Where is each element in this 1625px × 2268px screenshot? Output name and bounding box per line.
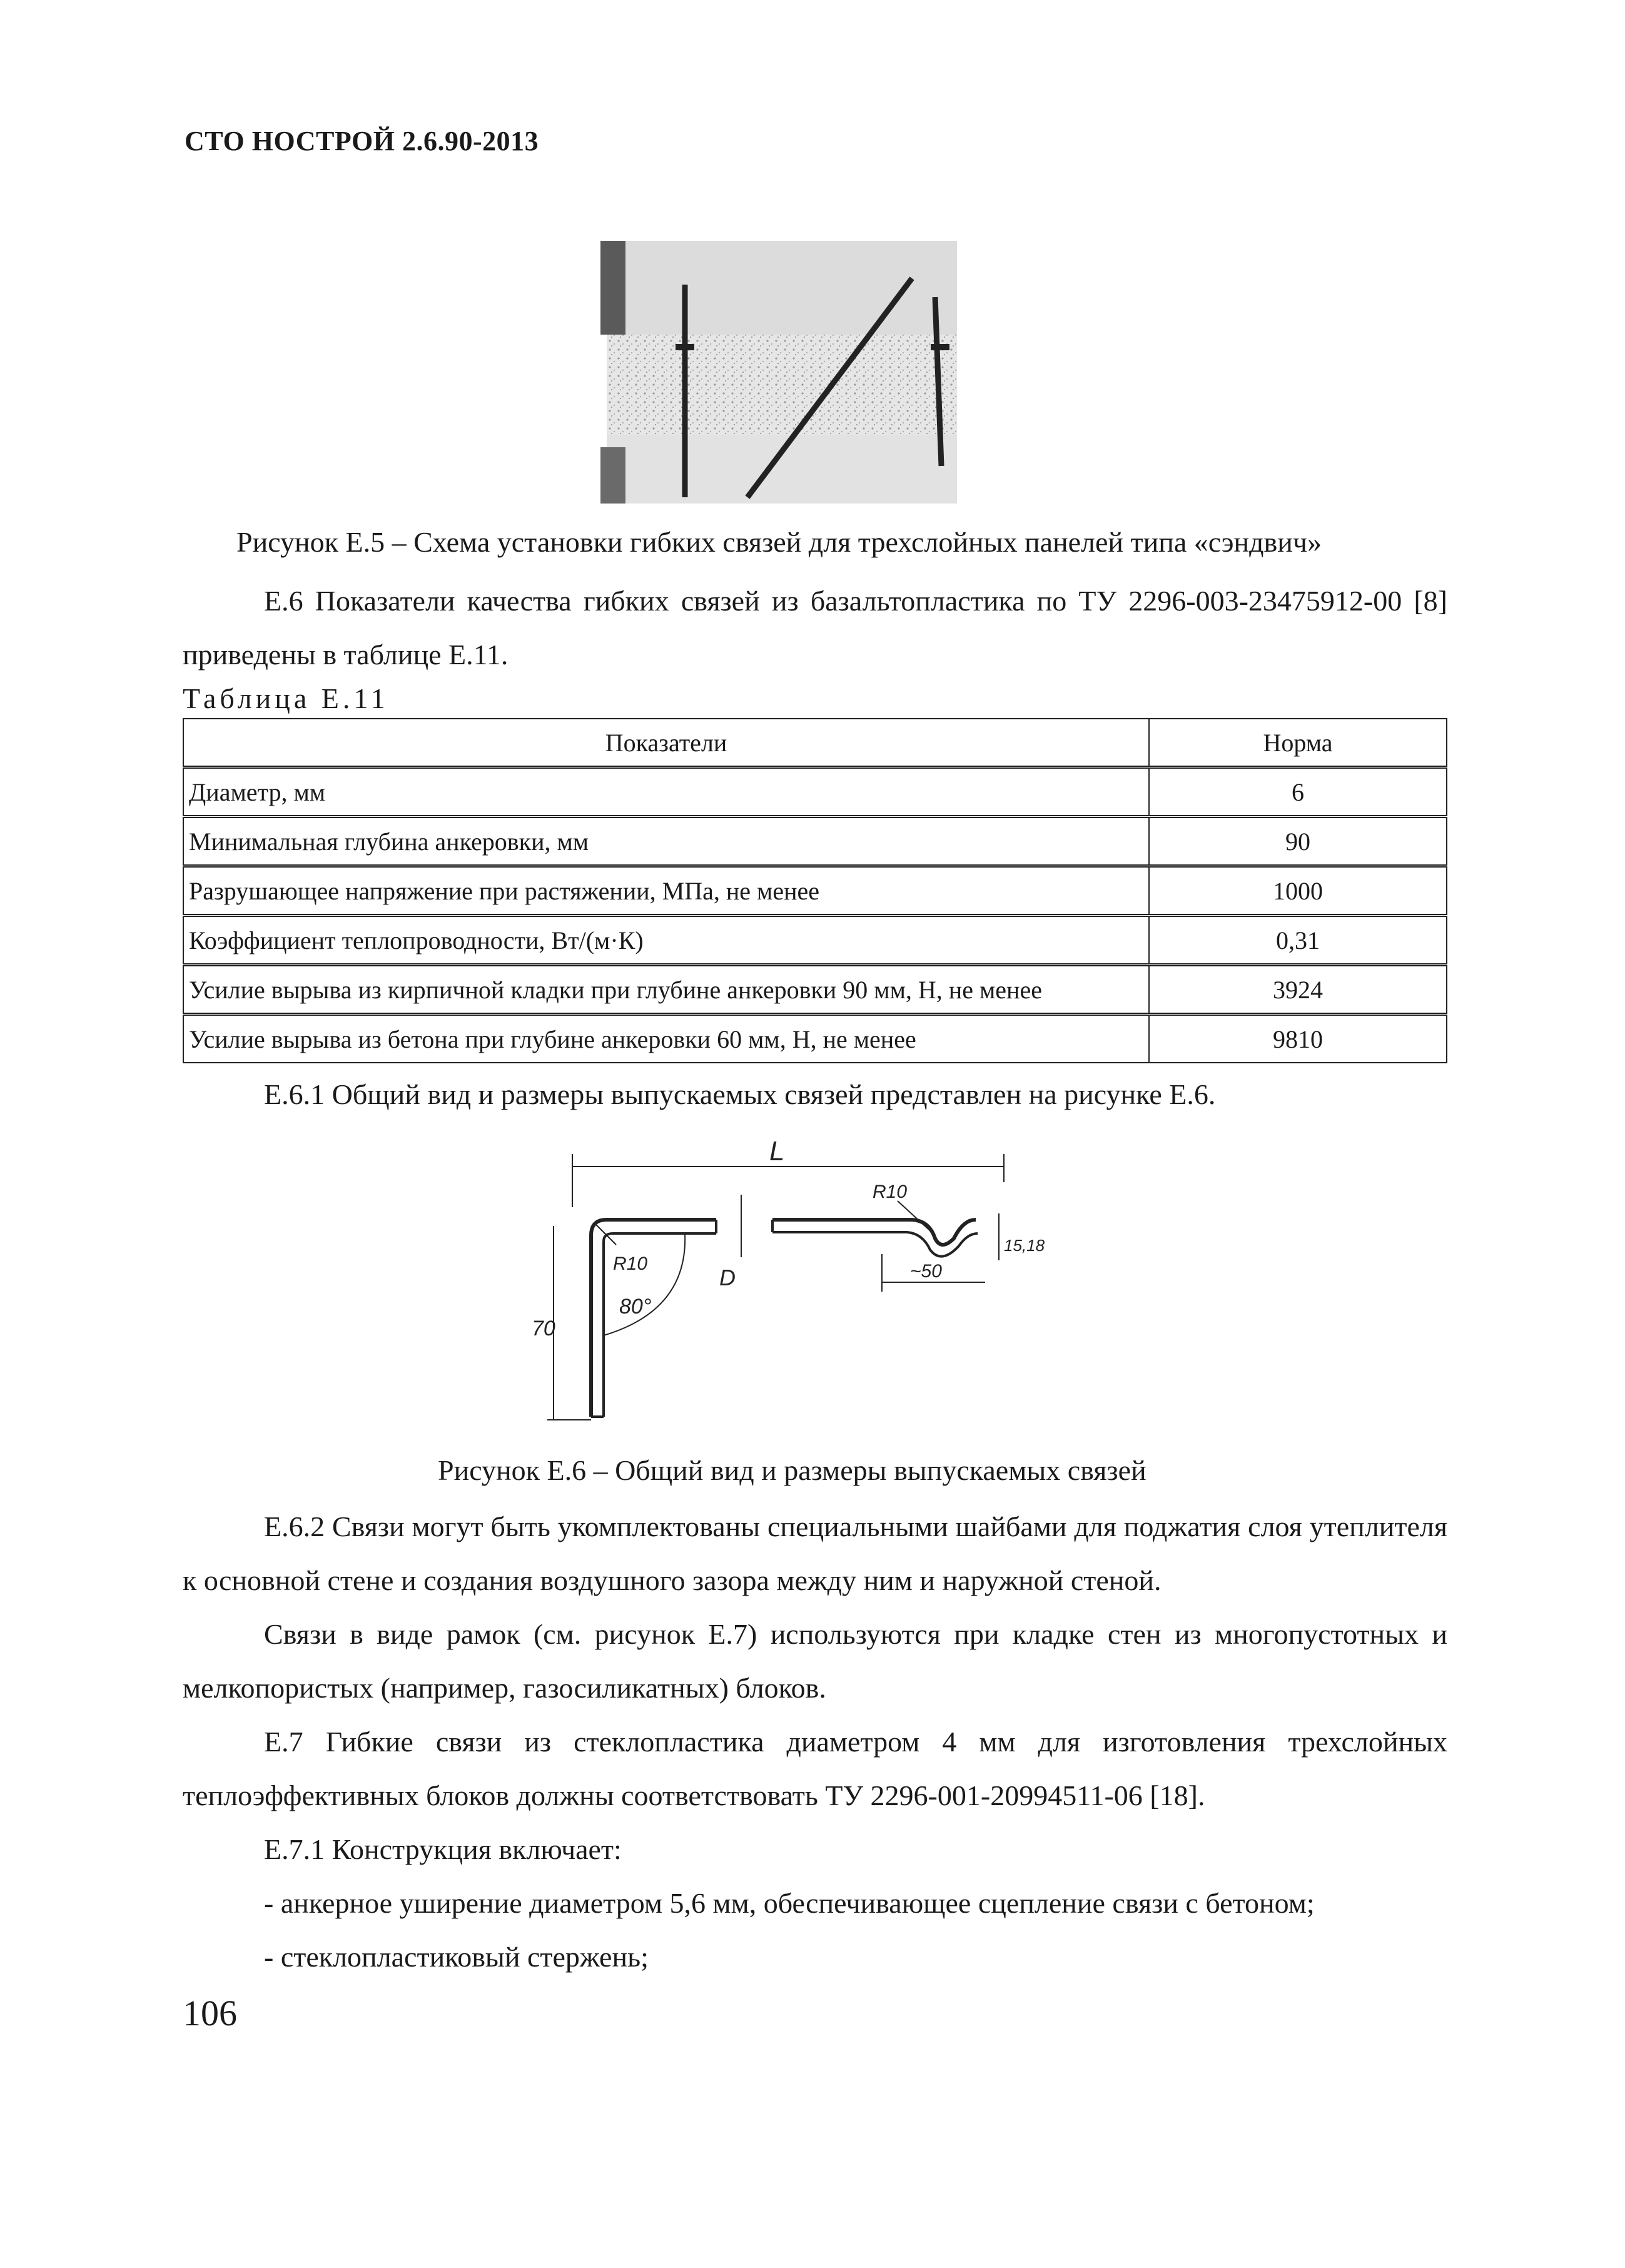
table-cell: 1000 [1149, 866, 1447, 916]
paragraph-e6: Е.6 Показатели качества гибких связей из базальтопластика по ТУ 2296-003-23475912-00 [8] приведены в таблице Е.11. [183, 585, 1447, 671]
table-header-cell: Норма [1149, 719, 1447, 767]
label-D: D [719, 1265, 736, 1290]
tie-washer [676, 344, 694, 350]
table-cell: 0,31 [1149, 916, 1447, 965]
panel-left-edge-bottom [600, 447, 625, 504]
tie-dimensions-drawing [522, 1126, 1054, 1439]
table-row [183, 916, 1447, 965]
page-number: 106 [183, 1993, 237, 2033]
table-cell: Усилие вырыва из кирпичной кладки при глубине анкеровки 90 мм, Н, не менее [183, 965, 1149, 1015]
table-cell: Усилие вырыва из бетона при глубине анкеровки 60 мм, Н, не менее [183, 1015, 1149, 1063]
list-item: - стеклопластиковый стержень; [264, 1941, 649, 1973]
table-row [183, 866, 1447, 916]
table-header-cell: Показатели [183, 719, 1149, 767]
sandwich-panel-figure [582, 216, 995, 522]
table-cell: Диаметр, мм [183, 767, 1149, 817]
tie-rod-bent [591, 1220, 716, 1417]
table-cell: 6 [1149, 767, 1447, 817]
label-50: ~50 [910, 1261, 942, 1282]
table-header-row [183, 719, 1447, 767]
table-row [183, 1015, 1447, 1063]
label-70: 70 [532, 1317, 555, 1340]
table-row [183, 965, 1447, 1015]
table-cell: Разрушающее напряжение при растяжении, МПа, не менее [183, 866, 1149, 916]
panel-bottom-layer [607, 435, 957, 504]
table-cell: Минимальная глубина анкеровки, мм [183, 817, 1149, 866]
table-row [183, 817, 1447, 866]
label-r10-right: R10 [873, 1182, 908, 1202]
specs-table [183, 718, 1447, 1063]
paragraph-e62: Е.6.2 Связи могут быть укомплектованы специальными шайбами для поджатия слоя утеплителя к основной стене и создания воздушного зазора между ним и наружной стеной. [183, 1511, 1447, 1596]
label-L: L [769, 1136, 785, 1167]
paragraph-e71: Е.7.1 Конструкция включает: [264, 1833, 622, 1865]
table-cell: 9810 [1149, 1015, 1447, 1063]
tie-washer [931, 344, 949, 350]
figure-e5-caption: Рисунок Е.5 – Схема установки гибких связей для трехслойных панелей типа «сэндвич» [236, 526, 1322, 558]
angle-arc [604, 1233, 685, 1335]
table-cell: 90 [1149, 817, 1447, 866]
table-cell: 3924 [1149, 965, 1447, 1015]
label-r10-left: R10 [613, 1253, 648, 1274]
panel-insulation-layer [607, 335, 957, 435]
table-cell: Коэффициент теплопроводности, Вт/(м·К) [183, 916, 1149, 965]
document-header: СТО НОСТРОЙ 2.6.90-2013 [185, 126, 539, 156]
table-row [183, 767, 1447, 817]
label-1518: 15,18 [1004, 1236, 1045, 1255]
panel-left-edge [600, 241, 625, 335]
label-angle: 80° [619, 1295, 652, 1319]
paragraph-frames: Связи в виде рамок (см. рисунок Е.7) используются при кладке стен из многопустотных и мелкопористых (например, газосиликатных) блоков. [183, 1618, 1447, 1704]
list-item: - анкерное уширение диаметром 5,6 мм, обеспечивающее сцепление связи с бетоном; [264, 1887, 1315, 1919]
table-label: Таблица Е.11 [183, 682, 389, 714]
paragraph-e61: Е.6.1 Общий вид и размеры выпускаемых связей представлен на рисунке Е.6. [264, 1078, 1216, 1110]
paragraph-e7: Е.7 Гибкие связи из стеклопластика диаметром 4 мм для изготовления трехслойных теплоэффективных блоков должны соответствовать ТУ 2296-001-20994511-06 [18]. [183, 1726, 1447, 1811]
figure-e6-caption: Рисунок Е.6 – Общий вид и размеры выпускаемых связей [438, 1454, 1147, 1486]
